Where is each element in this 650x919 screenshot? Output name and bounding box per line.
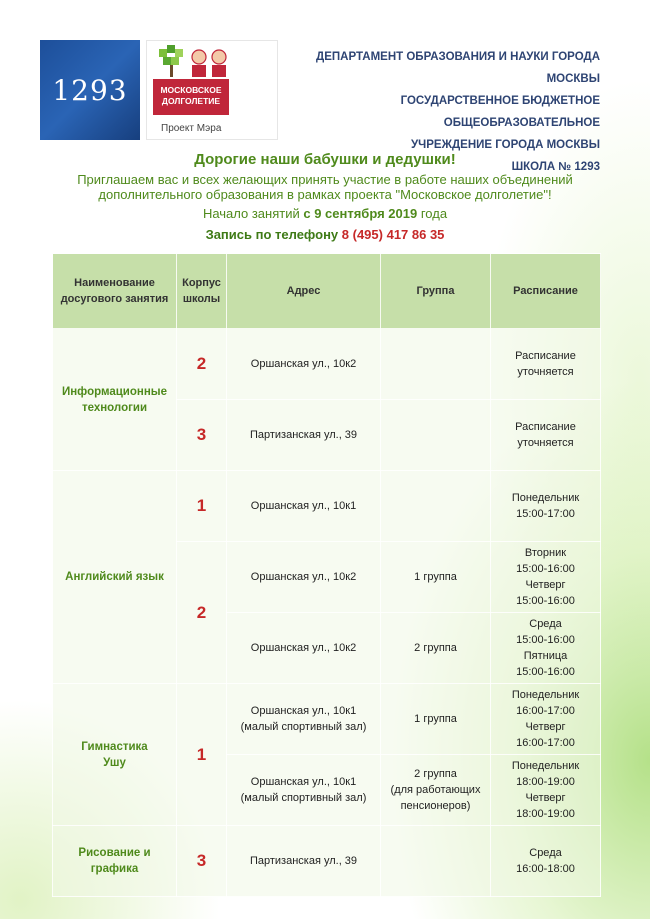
address-line: Оршанская ул., 10к1: [250, 776, 357, 788]
schedule-line: 16:00-17:00: [516, 737, 575, 749]
schedule-line: 15:00-16:00: [516, 666, 575, 678]
group-line: пенсионеров): [400, 800, 471, 812]
group-cell: 1 группа: [381, 684, 491, 755]
address-line: (малый спортивный зал): [240, 792, 367, 804]
phone-number: 8 (495) 417 86 35: [341, 227, 445, 242]
address-cell: Партизанская ул., 39: [227, 826, 381, 897]
group-cell: [381, 329, 491, 400]
address-cell: [227, 755, 381, 826]
moscow-longevity-logo: [146, 40, 278, 140]
start-suffix: года: [417, 206, 448, 221]
header-address: Адрес: [227, 254, 381, 329]
activity-gymnastics: [53, 684, 177, 826]
table-row: [53, 329, 601, 400]
group-cell: [381, 755, 491, 826]
address-cell: [227, 684, 381, 755]
address-line: (малый спортивный зал): [240, 721, 367, 733]
schedule-cell: [491, 613, 601, 684]
schedule-cell: [491, 684, 601, 755]
schedule-line: 18:00-19:00: [516, 808, 575, 820]
group-cell: 1 группа: [381, 542, 491, 613]
schedule-line: Четверг: [525, 721, 566, 733]
address-cell: Оршанская ул., 10к2: [227, 613, 381, 684]
group-cell: [381, 826, 491, 897]
start-prefix: Начало занятий: [202, 206, 304, 221]
schedule-cell: [491, 826, 601, 897]
activity-it: Информационные технологии: [53, 329, 177, 471]
schedule-cell: [491, 542, 601, 613]
activity-name-line: Гимнастика: [81, 740, 148, 753]
address-cell: Партизанская ул., 39: [227, 400, 381, 471]
building-cell: 2: [177, 329, 227, 400]
schedule-line: Понедельник: [511, 492, 580, 504]
badge-line-2: ДОЛГОЛЕТИЕ: [161, 96, 221, 106]
badge-line-1: МОСКОВСКОЕ: [160, 85, 222, 95]
schedule-line: 15:00-16:00: [516, 563, 575, 575]
schedule-cell: [491, 755, 601, 826]
address-line: Оршанская ул., 10к1: [250, 705, 357, 717]
schedule-line: 15:00-16:00: [516, 595, 575, 607]
intro-block: [40, 150, 610, 245]
group-cell: [381, 400, 491, 471]
activity-name-line: Ушу: [103, 756, 126, 769]
phone-line: [40, 225, 610, 245]
schedule-line: Понедельник: [511, 760, 580, 772]
moscow-longevity-badge: [153, 79, 229, 115]
address-cell: Оршанская ул., 10к2: [227, 329, 381, 400]
phone-prefix: Запись по телефону: [205, 227, 342, 242]
table-header-row: [53, 254, 601, 329]
schedule-line: Пятница: [523, 650, 568, 662]
address-cell: Оршанская ул., 10к1: [227, 471, 381, 542]
schedule-line: 16:00-17:00: [516, 705, 575, 717]
schedule-line: Среда: [529, 847, 562, 859]
start-date: с 9 сентября 2019: [303, 206, 418, 221]
schedule-table: [52, 253, 601, 897]
schedule-line: Вторник: [524, 547, 567, 559]
dept-line-2: ГОСУДАРСТВЕННОЕ БЮДЖЕТНОЕ ОБЩЕОБРАЗОВАТЕЛЬНОЕ: [400, 95, 600, 129]
building-cell: 2: [177, 542, 227, 684]
dept-line-1: ДЕПАРТАМЕНТ ОБРАЗОВАНИЯ И НАУКИ ГОРОДА МОСКВЫ: [316, 51, 600, 85]
building-cell: 1: [177, 684, 227, 826]
group-line: (для работающих: [390, 784, 481, 796]
table-row: [53, 684, 601, 755]
group-cell: [381, 471, 491, 542]
schedule-line: 16:00-18:00: [516, 863, 575, 875]
dept-line-4: ШКОЛА № 1293: [511, 161, 600, 173]
dept-line-3: УЧРЕЖДЕНИЕ ГОРОДА МОСКВЫ: [411, 139, 600, 151]
building-cell: 3: [177, 400, 227, 471]
greeting: Дорогие наши бабушки и дедушки!: [194, 151, 456, 168]
schedule-line: 15:00-16:00: [516, 634, 575, 646]
school-logo: [40, 40, 140, 140]
group-cell: 2 группа: [381, 613, 491, 684]
start-date-line: [40, 204, 610, 224]
project-label: Проект Мэра: [161, 123, 222, 134]
address-cell: Оршанская ул., 10к2: [227, 542, 381, 613]
schedule-line: 18:00-19:00: [516, 776, 575, 788]
activity-art: Рисование и графика: [53, 826, 177, 897]
group-line: 2 группа: [414, 768, 457, 780]
invitation-line-1: Приглашаем вас и всех желающих принять участие в работе наших объединений: [77, 172, 573, 187]
invitation-line-2: дополнительного образования в рамках проекта "Московское долголетие"!: [98, 187, 552, 202]
header-activity: Наименование досугового занятия: [53, 254, 177, 329]
schedule-line: Четверг: [525, 579, 566, 591]
schedule-line: Понедельник: [511, 689, 580, 701]
schedule-cell: Расписание уточняется: [491, 329, 601, 400]
building-cell: 1: [177, 471, 227, 542]
invitation-text: [40, 172, 610, 202]
table-row: [53, 826, 601, 897]
schedule-line: Четверг: [525, 792, 566, 804]
header-group: Группа: [381, 254, 491, 329]
schedule-line: 15:00-17:00: [516, 508, 575, 520]
header-schedule: Расписание: [491, 254, 601, 329]
schedule-line: Среда: [529, 618, 562, 630]
activity-english: Английский язык: [53, 471, 177, 684]
header-building: Корпус школы: [177, 254, 227, 329]
table-row: [53, 471, 601, 542]
schedule-cell: Расписание уточняется: [491, 400, 601, 471]
schedule-cell: [491, 471, 601, 542]
school-logo-number: 1293: [52, 73, 128, 107]
building-cell: 3: [177, 826, 227, 897]
people-tree-icon: [157, 45, 237, 79]
